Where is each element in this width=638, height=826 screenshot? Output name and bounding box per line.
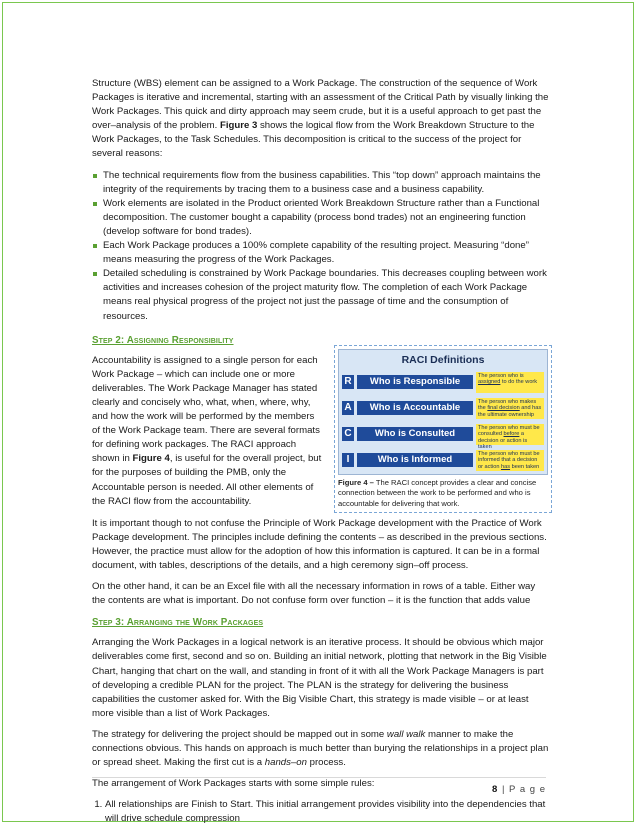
- figure-reference: Figure 3: [219, 120, 258, 132]
- page-number: 8 | P a g e: [492, 784, 546, 795]
- step3-heading: Step 3: Arranging the Work Packages: [92, 617, 264, 629]
- raci-role: Who is Responsible: [357, 375, 473, 389]
- step2-paragraph: Accountability is assigned to a single person for each Work Package – which can include one or more deliverables. The Work Package Manager has stated clearly and concisely who, what, when, where, why, and how the work will be performed by the members of the Work Package team. There are several formats for defining work packages. The RACI approach shown in Figure 4, is useful for the overall project, but for the purposes of building the PMB, only the Accountable person is needed. All other elements of the RACI flow from the accountability.: [92, 354, 322, 507]
- raci-row-accountable: [342, 396, 544, 421]
- raci-title: RACI Definitions: [401, 353, 485, 366]
- raci-row-responsible: [342, 370, 544, 395]
- document-body: [92, 77, 550, 826]
- raci-description: The person who must be consulted before a decision or action is taken: [476, 424, 544, 445]
- raci-row-consulted: [342, 422, 544, 450]
- figure-4: [334, 345, 552, 513]
- step2-section: [92, 354, 550, 517]
- raci-letter: C: [342, 427, 354, 441]
- list-item: 1. All relationships are Finish to Start. This initial arrangement provides visibility into the dependencies that will drive schedule compression: [105, 798, 550, 826]
- step3-paragraph-2: The strategy for delivering the project should be mapped out in some wall walk manner to make the connections obvious. This hands on approach is much better than burying the relationships in a project plan or spread sheet. Making the first cut is a hands–on process.: [92, 728, 549, 769]
- rules-list: [92, 798, 550, 826]
- raci-role: Who is Informed: [357, 453, 473, 467]
- figure-reference: Figure 4: [132, 453, 170, 465]
- reasons-list: [92, 169, 550, 324]
- list-item: Each Work Package produces a 100% complete capability of the resulting project. Measuring “done” means measuring the progress of the Work Packages.: [92, 239, 550, 267]
- raci-letter: I: [342, 453, 354, 467]
- step2-heading: Step 2: Assigning Responsibility: [92, 334, 234, 346]
- raci-row-informed: [342, 448, 544, 473]
- step3-paragraph-3: The arrangement of Work Packages starts with some simple rules:: [92, 778, 375, 790]
- raci-chart: [338, 349, 548, 475]
- list-item: Work elements are isolated in the Product oriented Work Breakdown Structure rather than a Functional decomposition. The customer bought a capability (process bond trades) not an engineering function (develop software for bond trades).: [92, 197, 550, 239]
- raci-role: Who is Accountable: [357, 401, 473, 415]
- list-item: Detailed scheduling is constrained by Work Package boundaries. This decreases coupling between work activities and increases cohesion of the project maturity flow. The completion of each Work Package means real physical progress of the project not just the passage of time and the consumption of resources.: [92, 267, 550, 323]
- raci-description: The person who must be informed that a decision or action has been taken: [476, 450, 544, 471]
- step2-paragraph-2: It is important though to not confuse the Principle of Work Package development with the Practice of Work Package development. The principles include defining the contents – as described in the previous sections. However, the practice must allow for the adoption of how this information is captured. It can be in a formal document, with tables, descriptions of the details, and a high ceremony sign–off process.: [92, 517, 547, 571]
- raci-description: The person who makes the final decision and has the ultimate ownership: [476, 398, 544, 419]
- raci-role: Who is Consulted: [357, 427, 473, 441]
- raci-description: The person who is assigned to do the work: [476, 372, 544, 393]
- raci-letter: A: [342, 401, 354, 415]
- step2-paragraph-3: On the other hand, it can be an Excel file with all the necessary information in rows of a table. Either way the contents are what is important. Do not confuse form over function – it is the function that adds value: [92, 581, 536, 607]
- intro-paragraph: Structure (WBS) element can be assigned to a Work Package. The construction of the sequence of Work Packages is iterative and incremental, starting with an assessment of the Critical Path by visually linking the Work Packages. This quick and dirty approach may seem crude, but it is a useful approach to get past the over–analysis of the problem. Figure 3 shows the logical flow from the Work Breakdown Structure to the Work Packages, to the Task Schedules. This decomposition is critical to the success of the project for several reasons:: [92, 78, 549, 160]
- list-item: The technical requirements flow from the business capabilities. This “top down” approach maintains the integrity of the requirements by tracing them to a business case and a business capability.: [92, 169, 550, 197]
- figure-caption: Figure 4 – The RACI concept provides a clear and concise connection between the work to be performed and who is accountable for delivering that work.: [338, 477, 537, 508]
- step3-paragraph-1: Arranging the Work Packages in a logical network is an iterative process. It should be obvious which major deliverables come first, second and so on. Building an initial network, plotting that network in the Big Visible Chart, hanging that chart on the wall, and standing in front of it with all the Work Package Managers is part of developing a credible PLAN for the project. The PLAN is the strategy for delivering the business capabilities the customer asked for. With the Big Visible Chart, this strategy is made visible – or at least more visible than a list of Work Packages.: [92, 637, 547, 719]
- raci-letter: R: [342, 375, 354, 389]
